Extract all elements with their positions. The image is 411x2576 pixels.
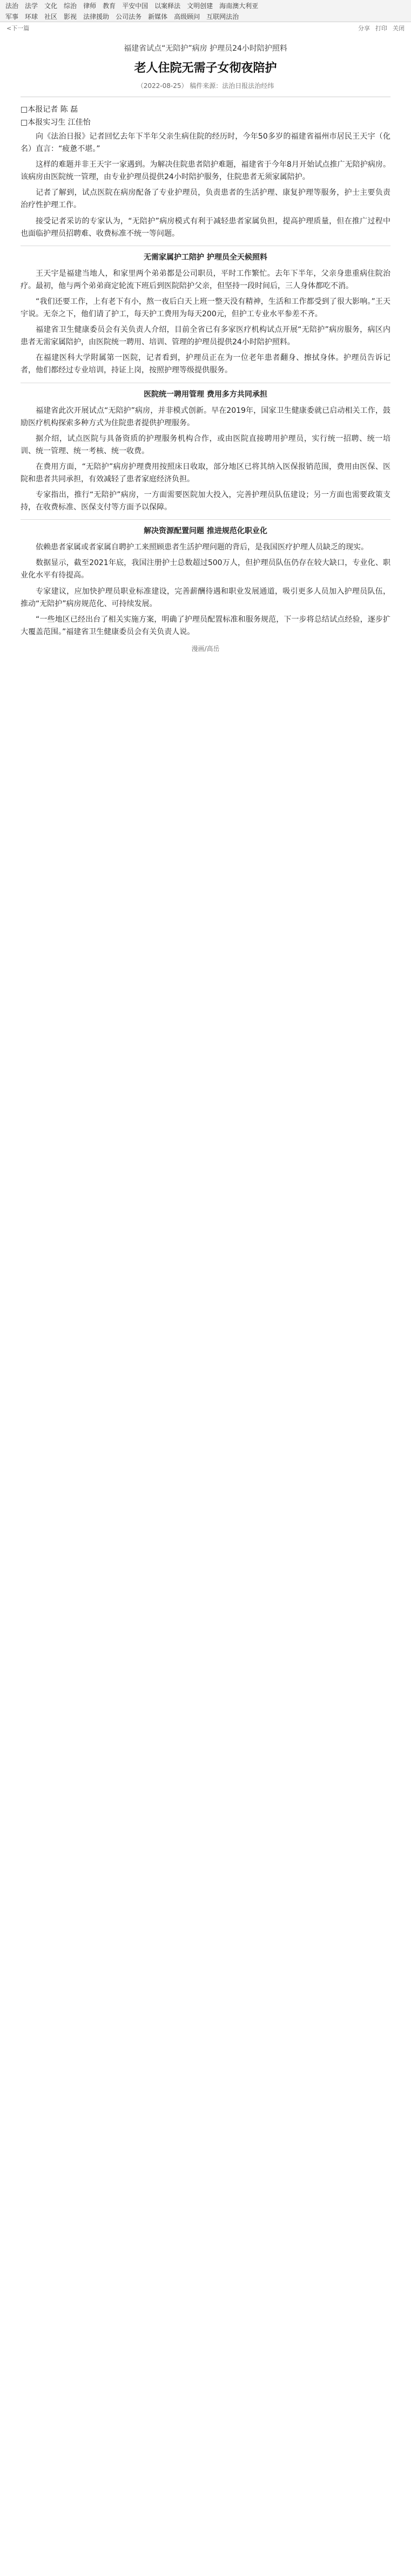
paragraph: 专家建议，应加快护理员职业标准建设，完善薪酬待遇和职业发展通道，吸引更多人员加入护理员队伍，推动“无陪护”病房规范化、可持续发展。 — [21, 587, 390, 608]
nav-row-1 — [0, 0, 411, 11]
nav-item[interactable]: 法律援助 — [83, 12, 110, 21]
nav-item[interactable]: 高级顾问 — [174, 12, 200, 21]
paragraph: 依赖患者家属或者家属自聘护工来照顾患者生活护理问题的背后，是我国医疗护理人员缺乏的现实。 — [36, 543, 368, 552]
toolbar — [358, 24, 405, 32]
byline: □本报实习生 江佳怡 — [21, 118, 91, 127]
paragraph: 向《法治日报》记者回忆去年下半年父亲生病住院的经历时，今年50多岁的福建省福州市居民王天宇（化名）直言：“疲惫不堪。” — [21, 132, 390, 154]
sub-bar — [0, 22, 411, 34]
nav-item[interactable]: 法学 — [25, 2, 38, 10]
divider — [21, 519, 390, 520]
paragraph: 接受记者采访的专家认为，“无陪护”病房模式有利于减轻患者家属负担，提高护理质量，但在推广过程中也面临护理员招聘难、收费标准不统一等问题。 — [21, 216, 390, 238]
nav-item[interactable]: 公司法务 — [116, 12, 142, 21]
paragraph: 在福建医科大学附属第一医院，记者看到，护理员正在为一位老年患者翻身、擦拭身体。护理员告诉记者，他们都经过专业培训，持证上岗，按照护理等级提供服务。 — [21, 354, 390, 375]
nav-item[interactable]: 新媒体 — [148, 12, 168, 21]
article — [0, 43, 411, 653]
prev-article-link[interactable]: <下一篇 — [6, 25, 30, 32]
nav-item[interactable]: 律师 — [83, 2, 97, 10]
top-nav — [0, 0, 411, 22]
nav-item[interactable]: 综治 — [64, 2, 77, 10]
paragraph: 福建省卫生健康委员会有关负责人介绍，目前全省已有多家医疗机构试点开展“无陪护”病房服务，病区内患者无需家属陪护，由医院统一聘用、培训、管理的护理员提供24小时陪护照料。 — [21, 325, 390, 347]
nav-item[interactable]: 军事 — [5, 12, 19, 21]
paragraph: 这样的难题并非王天宇一家遇到。为解决住院患者陪护难题，福建省于今年8月开始试点推广无陪护病房。该病房由医院统一管理，由专业护理员提供24小时陪护服务，住院患者无须家属陪护。 — [21, 160, 390, 182]
paragraph: 福建省此次开展试点“无陪护”病房，并非模式创新。早在2019年，国家卫生健康委就已启动相关工作，鼓励医疗机构探索多种方式为住院患者提供护理服务。 — [21, 406, 390, 427]
credit-line: 漫画/高岳 — [191, 644, 220, 653]
paragraph: 记者了解到，试点医院在病房配备了专业护理员，负责患者的生活护理、康复护理等服务，护士主要负责治疗性护理工作。 — [21, 188, 390, 210]
paragraph: 数据显示，截至2021年底，我国注册护士总数超过500万人，但护理员队伍仍存在较大缺口，专业化、职业化水平有待提高。 — [21, 559, 390, 580]
section-heading: 解决资源配置问题 推进规范化职业化 — [144, 527, 267, 536]
article-meta: （2022-08-25） 稿件来源：法治日报法治经纬 — [137, 82, 274, 90]
print-button[interactable]: 打印 — [375, 25, 387, 32]
article-kicker: 福建省试点“无陪护”病房 护理员24小时陪护照料 — [124, 44, 287, 53]
byline: □本报记者 陈 磊 — [21, 105, 78, 114]
paragraph: “一些地区已经出台了相关实施方案，明确了护理员配置标准和服务规范，下一步将总结试点经验，逐步扩大覆盖范围。”福建省卫生健康委员会有关负责人说。 — [21, 615, 390, 636]
paragraph: 王天宇是福建当地人，和家里两个弟弟都是公司职员，平时工作繁忙。去年下半年，父亲身患重病住院治疗。最初，他与两个弟弟商定轮流下班后到医院陪护父亲，但坚持一段时间后，三人身体都吃不消。 — [21, 269, 390, 290]
nav-item[interactable]: 互联网法治 — [206, 12, 239, 21]
nav-item[interactable]: 平安中国 — [122, 2, 149, 10]
section-heading: 无需家属护工陪护 护理员全天候照料 — [144, 253, 267, 262]
paragraph: 在费用方面，“无陪护”病房护理费用按照床日收取，部分地区已将其纳入医保报销范围，费用由医保、医院和患者共同承担，有效减轻了患者家庭经济负担。 — [21, 462, 390, 484]
nav-item[interactable]: 文化 — [44, 2, 58, 10]
share-button[interactable]: 分享 — [358, 25, 370, 32]
section-heading: 医院统一聘用管理 费用多方共同承担 — [144, 390, 267, 399]
nav-item[interactable]: 环球 — [25, 12, 38, 21]
nav-item[interactable]: 以案释法 — [154, 2, 181, 10]
nav-item[interactable]: 影视 — [64, 12, 77, 21]
paragraph: “我们还要工作，上有老下有小，熬一夜后白天上班一整天没有精神，生活和工作都受到了很大影响。”王天宇说。无奈之下，他们请了护工，每天护工费用为每天200元，但护工专业水平参差不齐。 — [21, 297, 390, 319]
nav-item[interactable]: 文明创建 — [187, 2, 213, 10]
article-header — [21, 43, 390, 90]
paragraph: 据介绍，试点医院与具备资质的护理服务机构合作，或由医院直接聘用护理员，实行统一招聘、统一培训、统一管理、统一考核、统一收费。 — [21, 434, 390, 456]
nav-item[interactable]: 海南澳大利亚 — [219, 2, 259, 10]
article-title: 老人住院无需子女彻夜陪护 — [134, 62, 277, 75]
nav-row-2 — [0, 11, 411, 22]
nav-item[interactable]: 教育 — [103, 2, 116, 10]
nav-item[interactable]: 社区 — [44, 12, 58, 21]
close-button[interactable]: 关闭 — [393, 25, 405, 32]
nav-item[interactable]: 法治 — [5, 2, 19, 10]
paragraph: 专家指出，推行“无陪护”病房，一方面需要医院加大投入，完善护理员队伍建设；另一方面也需要政策支持，在收费标准、医保支付等方面予以保障。 — [21, 491, 390, 512]
